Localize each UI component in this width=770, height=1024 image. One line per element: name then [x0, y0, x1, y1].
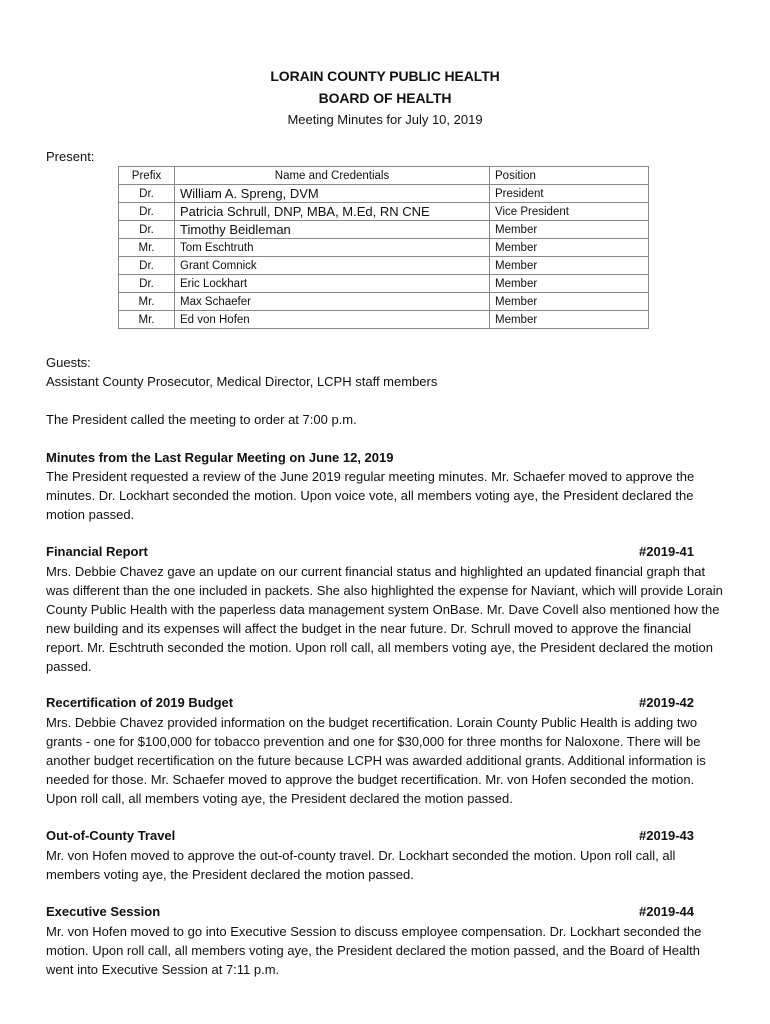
travel-number: #2019-43 — [639, 828, 694, 843]
members-table — [118, 166, 649, 329]
travel-body: Mr. von Hofen moved to approve the out-of-county travel. Dr. Lockhart seconded the motion. Upon roll call, all members voting aye, the President declared the motion passed. — [46, 848, 676, 882]
present-label: Present: — [46, 149, 95, 164]
row-position: Member — [490, 239, 649, 257]
table-row — [119, 239, 649, 257]
row-prefix: Dr. — [119, 221, 175, 239]
table-header-row — [119, 167, 649, 185]
row-name: Grant Comnick — [175, 257, 490, 275]
table-row — [119, 203, 649, 221]
col-name: Name and Credentials — [175, 167, 490, 185]
minutes-heading: Minutes from the Last Regular Meeting on June 12, 2019 — [46, 450, 394, 465]
minutes-body: The President requested a review of the June 2019 regular meeting minutes. Mr. Schaefer moved to approve the minutes. Dr. Lockhart seconded the motion. Upon voice vote, all members voting aye, the President declared the motion passed. — [46, 469, 695, 522]
row-prefix: Mr. — [119, 311, 175, 329]
row-name: Max Schaefer — [175, 293, 490, 311]
row-prefix: Dr. — [119, 185, 175, 203]
row-position: Member — [490, 275, 649, 293]
row-name: Ed von Hofen — [175, 311, 490, 329]
row-name: Patricia Schrull, DNP, MBA, M.Ed, RN CNE — [175, 203, 490, 221]
recert-body: Mrs. Debbie Chavez provided information on the budget recertification. Lorain County Public Health is adding two grants - one for $100,000 for tobacco prevention and one for $30,000 for three months for Naloxone. There will be another budget recertification on the future because LCPH was awarded additional grants. Additional information is needed for those. Mr. Schaefer moved to approve the budget recertification. Mr. von Hofen seconded the motion. Upon roll call, all members voting aye, the President declared the motion passed. — [46, 715, 706, 806]
col-position: Position — [490, 167, 649, 185]
table-row — [119, 293, 649, 311]
row-name: William A. Spreng, DVM — [175, 185, 490, 203]
table-row — [119, 185, 649, 203]
executive-number: #2019-44 — [639, 904, 694, 919]
row-position: Vice President — [490, 203, 649, 221]
table-row — [119, 311, 649, 329]
guests-label: Guests: — [46, 355, 91, 370]
col-prefix: Prefix — [119, 167, 175, 185]
row-prefix: Dr. — [119, 203, 175, 221]
row-prefix: Mr. — [119, 239, 175, 257]
travel-heading: Out-of-County Travel — [46, 828, 176, 843]
org-title: LORAIN COUNTY PUBLIC HEALTH — [270, 68, 500, 84]
row-position: President — [490, 185, 649, 203]
minutes-heading-row — [46, 450, 694, 465]
row-prefix: Mr. — [119, 293, 175, 311]
executive-heading: Executive Session — [46, 904, 161, 919]
row-name: Tom Eschtruth — [175, 239, 490, 257]
executive-heading-row — [46, 904, 694, 919]
recert-heading-row — [46, 695, 694, 710]
row-prefix: Dr. — [119, 275, 175, 293]
executive-body: Mr. von Hofen moved to go into Executive Session to discuss employee compensation. Dr. Lockhart seconded the motion. Upon roll call, all members voting aye, the President declared the motion passed, and the Board of Health went into Executive Session at 7:11 p.m. — [46, 924, 702, 977]
guests-text: Assistant County Prosecutor, Medical Director, LCPH staff members — [46, 374, 438, 389]
travel-heading-row — [46, 828, 694, 843]
recert-heading: Recertification of 2019 Budget — [46, 695, 234, 710]
row-position: Member — [490, 221, 649, 239]
row-name: Eric Lockhart — [175, 275, 490, 293]
row-position: Member — [490, 257, 649, 275]
financial-number: #2019-41 — [639, 544, 694, 559]
financial-heading: Financial Report — [46, 544, 148, 559]
row-position: Member — [490, 293, 649, 311]
row-name: Timothy Beidleman — [175, 221, 490, 239]
row-position: Member — [490, 311, 649, 329]
call-to-order: The President called the meeting to order at 7:00 p.m. — [46, 412, 357, 427]
row-prefix: Dr. — [119, 257, 175, 275]
financial-body: Mrs. Debbie Chavez gave an update on our current financial status and highlighted an updated financial graph that was different than the one included in packets. She also highlighted the expense for Naviant, which will provide Lorain County Public Health with the paperless data management system OnBase. Mr. Dave Covell also mentioned how the new building and its expenses will affect the budget in the near future. Dr. Schrull moved to approve the financial report. Mr. Eschtruth seconded the motion. Upon roll call, all members voting aye, the President declared the motion passed. — [46, 564, 723, 674]
table-row — [119, 221, 649, 239]
table-row — [119, 257, 649, 275]
meeting-subtitle: Meeting Minutes for July 10, 2019 — [287, 112, 483, 127]
financial-heading-row — [46, 544, 694, 559]
table-row — [119, 275, 649, 293]
recert-number: #2019-42 — [639, 695, 694, 710]
board-title: BOARD OF HEALTH — [318, 90, 452, 106]
